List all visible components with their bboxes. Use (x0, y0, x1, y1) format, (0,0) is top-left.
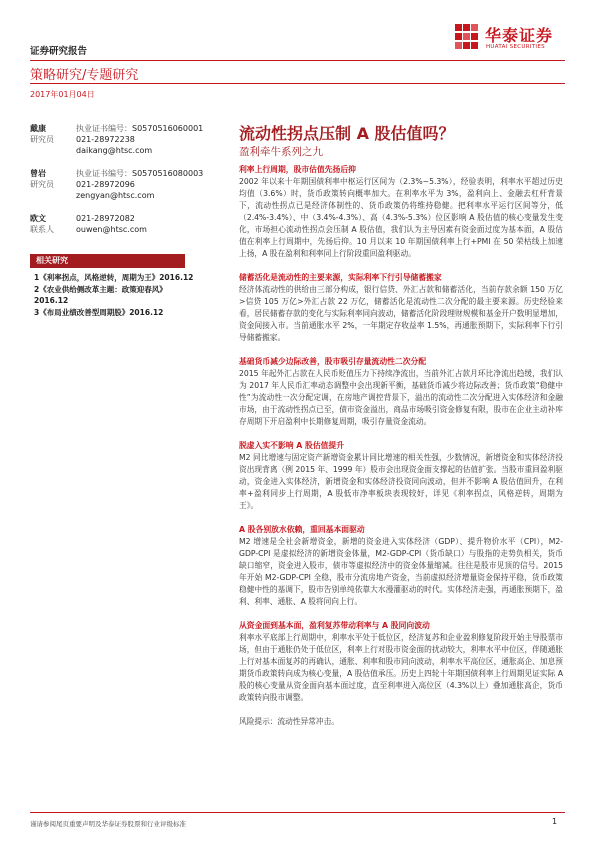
huatai-logo (455, 22, 575, 58)
analyst-phone: 021-28972082 (76, 214, 135, 223)
section (239, 356, 563, 428)
related-research-list (34, 272, 194, 319)
analyst-name: 戴康 (30, 124, 46, 133)
section (239, 620, 563, 704)
section-text: 2015 年起外汇占款在人民币贬值压力下持续净流出，当前外汇占款月环比净流出趋缓，我们认为 2017 年人民币汇率动态调整中会出现新平衡，基础货币减少将边际改善；货币政策“稳健中性”为流动性一次分配定调，在房地产调控背景下，溢出的流动性二次分配进入实体经济和金融市场，由于流动性拐点已至，债市资金溢出，商品市场吸引资金修复有限，股市在企业主动补库存周期下开启盈利中长期修复周期，吸引存量资金流动。 (239, 369, 563, 426)
analyst-title: 研究员 (30, 180, 54, 189)
footer-disclaimer: 谨请参阅尾页重要声明及华泰证券股票和行业评级标准 (30, 820, 186, 828)
analyst-list (30, 123, 210, 247)
header-rule (30, 60, 565, 61)
analyst-email[interactable]: zengyan@htsc.com (76, 191, 155, 200)
report-date: 2017年01月04日 (30, 90, 95, 99)
section-text: 利率水平底部上行周期中，利率水平处于低位区，经济复苏和企业盈利修复阶段开始主导股票市场，但由于通胀仍处于低位区，利率上行对股市资金面的扰动较大，利率水平中位区，伴随通胀上行对基本面复苏的再确认，通胀、利率和股市同向波动，利率水平高位区，通胀高企、加息预期货币政策转向成为核心变量，A 股估值承压。历史上四轮十年期国债利率上行周期见证实际 A 股的核心变量从资金面向基本面过度，直至利率进入高位区（4.3%以上）叠加通胀高企，货币政策转向股市调整。 (239, 633, 563, 702)
footer-rule (30, 812, 565, 813)
section (239, 164, 563, 260)
contact-label: 联系人 (30, 225, 54, 234)
report-title: 流动性拐点压制 A 股估值吗？ (239, 124, 455, 143)
section-heading: 脱虚入实不影响 A 股估值提升 (239, 441, 345, 450)
logo-text-cn: 华泰证券 (485, 26, 554, 45)
section (239, 440, 563, 512)
related-research-heading: 相关研究 (30, 254, 185, 268)
analyst (30, 168, 210, 201)
analyst (30, 213, 210, 235)
page-number: 1 (552, 817, 558, 826)
cert-number: S0570516060001 (132, 124, 204, 133)
section-heading: 利率上行周期，股市估值先扬后抑 (239, 165, 356, 174)
section-heading: 从资金面到基本面，盈利复苏带动利率与 A 股同向波动 (239, 621, 430, 630)
section-text: 2002 年以来十年期国债利率中枢运行区间为（2.3%~5.3%），经验表明，利率水平超过历史均值（3.6%）时，货币政策转向概率加大。在利率水平为 3%，盈利向上、金融去杠杆背景下，流动性拐点已是经济体制性的、货币政策仍将维持稳健。把利率水平运行区间等分，低（2.4%-3.4%）、中（3.4%-4.3%）、高（4.3%-5.3%）位区影响 A 股估值的核心变量发生变化，市场担心流动性拐点会压制 A 股估值，我们认为主导因素有资金面过度为基本面，A 股估值在利率上行周期中，先扬后抑。10 月以来 10 年期国债利率上行+PMI 在 50 荣枯线上加速上扬，A 股在盈利和利率同上行阶段重回盈利驱动。 (239, 177, 563, 258)
report-type: 证券研究报告 (30, 46, 88, 57)
analyst-phone: 021-28972096 (76, 180, 135, 189)
report-category: 策略研究/专题研究 (30, 68, 139, 83)
section-heading: 储蓄活化是流动性的主要来源，实际利率下行引导储蓄搬家 (239, 273, 442, 282)
report-subtitle: 盈利牵牛系列之九 (239, 146, 323, 158)
analyst-email[interactable]: ouwen@htsc.com (76, 225, 147, 234)
analyst (30, 123, 210, 156)
section-heading: A 股各别放水依赖，重回基本面驱动 (239, 525, 365, 534)
analyst-phone: 021-28972238 (76, 135, 135, 144)
section-heading: 基础货币减少边际改善，股市吸引存量流动性二次分配 (239, 357, 427, 366)
report-body (239, 164, 563, 728)
analyst-name: 曾岩 (30, 169, 46, 178)
related-research-item[interactable]: 2《农业供给侧改革主题：政策迎春风》2016.12 (34, 285, 167, 305)
analyst-title: 研究员 (30, 135, 54, 144)
related-research-item[interactable]: 1《利率拐点，风格逆转，周期为王》2016.12 (34, 273, 194, 282)
cert-label: 执业证书编号： (76, 169, 132, 178)
section-text: M2 增速是全社会新增资金，新增的资金进入实体经济（GDP）、提升物价水平（CPI），M2-GDP-CPI 是虚拟经济的新增资金体量，M2-GDP-CPI（货币缺口）与股指的走势负相关，货币缺口缩窄，资金进入股市，债市等虚拟经济中的资金体量缩减。往往是股市见顶的信号。2015 年开始 M2-GDP-CPI 全稳，股市分流房地产资金，当前虚拟经济增量资金保持平稳，货币政策稳健中性的基调下，股市告别单纯依靠大水漫灌驱动的时代。实体经济走强，再通胀预期下，盈利、利率、通胀、A 股将同向上行。 (239, 537, 563, 606)
cert-label: 执业证书编号： (76, 124, 132, 133)
section-text: 经济体流动性的供给由三部分构成，银行信贷、外汇占款和储蓄活化，当前存款余额 150 万亿>信贷 105 万亿>外汇占款 22 万亿，储蓄活化是流动性二次分配的最主要来源。历史经验来看，居民储蓄存款的变化与实际利率同向波动，储蓄活化阶段理财规模和基金开户数明显增加，资金间接入市。当前通胀水平 2%，一年期定存收益率 1.5%，再通胀预期下，实际利率下行引导储蓄搬家。 (239, 285, 563, 342)
huatai-logo-icon (455, 24, 479, 50)
risk-warning: 风险提示：流动性异常冲击。 (239, 717, 339, 726)
analyst-email[interactable]: daikang@htsc.com (76, 146, 153, 155)
logo-text-en: HUATAI SECURITIES (486, 44, 545, 50)
section (239, 524, 563, 608)
related-research-item[interactable]: 3《布局业绩改善型周期股》2016.12 (34, 308, 164, 317)
section-text: M2 同比增速与固定资产新增资金累计同比增速的相关性强，少数情况，新增资金和实体经济投资出现背离（例 2015 年、1999 年）股市会出现资金面支撑起的估值扩张。当股市重回盈利驱动，资金进入实体经济，新增资金和实体经济投资同向波动，但并不影响 A 股估值回升，在利率+盈利同步上行周期，A 股低市净率板块表现较好，详见《利率拐点，风格逆转，周期为王》。 (239, 453, 563, 510)
analyst-name: 欧文 (30, 214, 46, 223)
cert-number: S0570516080003 (132, 169, 204, 178)
category-rule (30, 83, 565, 84)
section (239, 272, 563, 344)
